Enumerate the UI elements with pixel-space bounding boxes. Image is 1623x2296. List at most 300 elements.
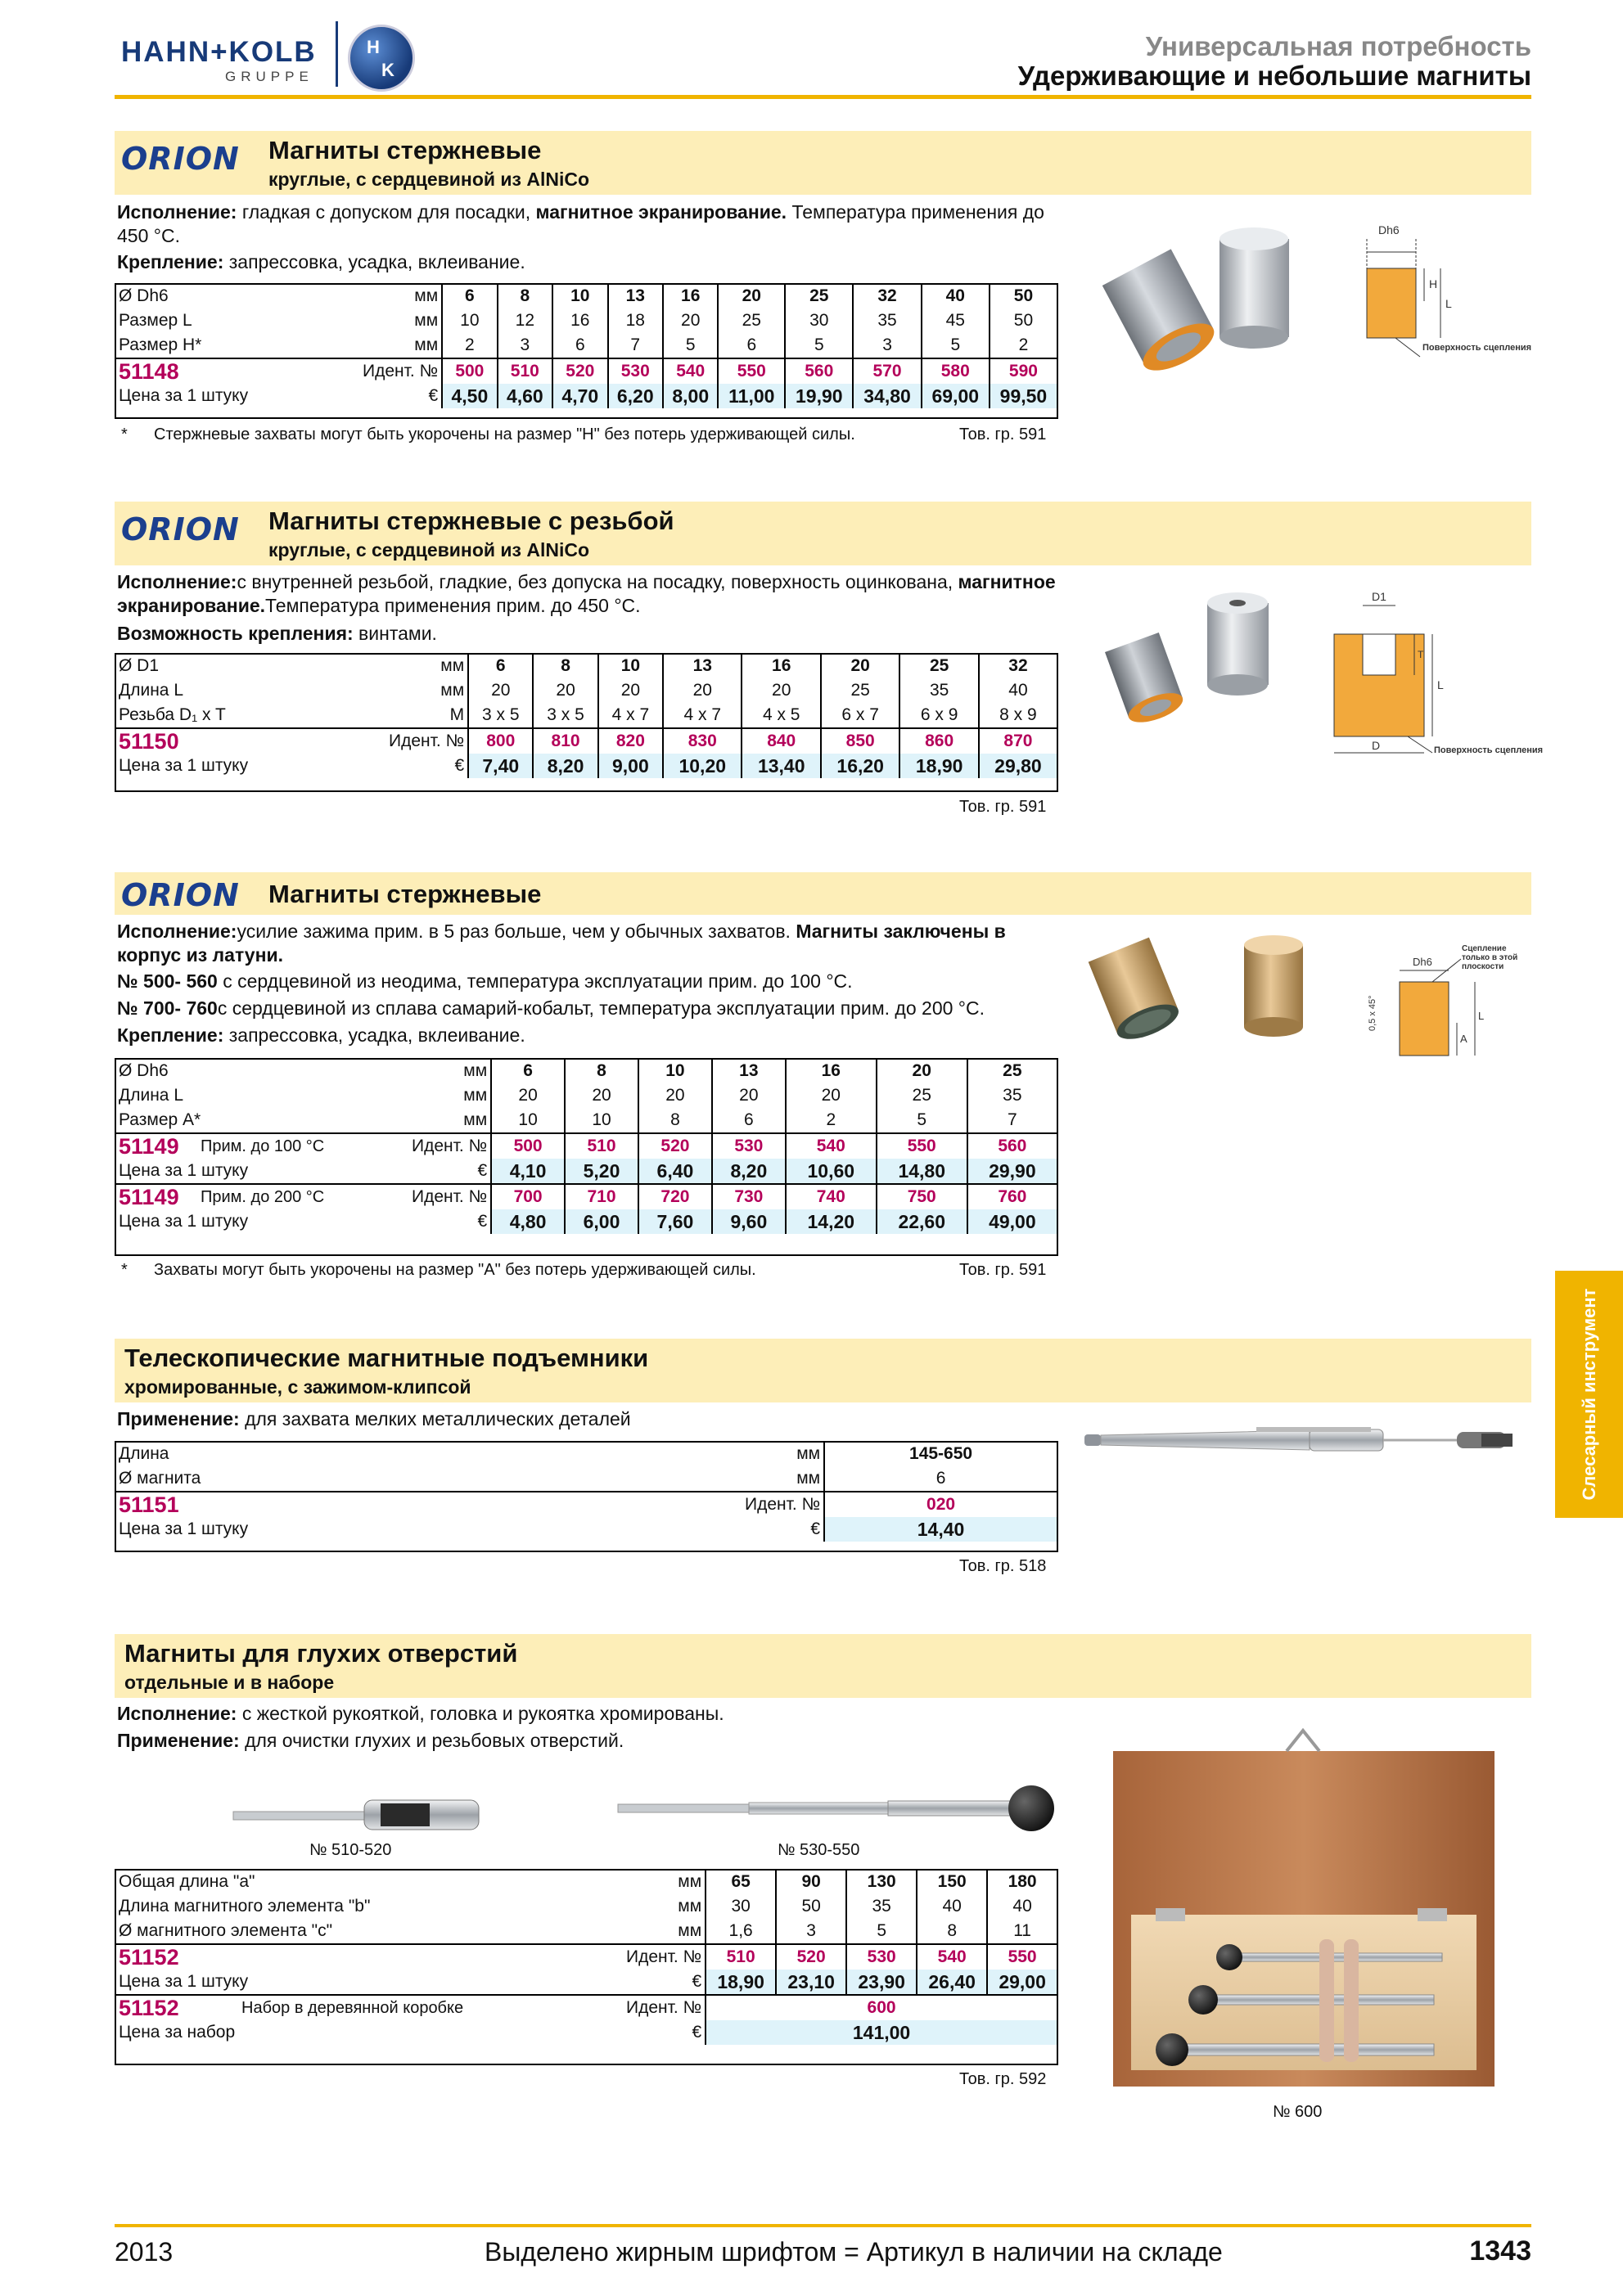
spec-value: 12 (498, 308, 552, 333)
spec-value: 20 (598, 678, 663, 703)
diagram-label-a: A (1460, 1033, 1467, 1045)
price-value: 4,50 (442, 384, 497, 408)
spec-table-body (115, 654, 1057, 778)
orion-logo: ORION (121, 141, 240, 177)
id-value: 760 (967, 1184, 1057, 1209)
table-row (115, 1870, 1057, 1894)
threaded-magnet-photo (1097, 583, 1293, 738)
application-info: Применение: для захвата мелких металлических деталей (117, 1408, 631, 1429)
page-number: 1343 (1469, 2235, 1531, 2267)
set-price-value: 141,00 (706, 2020, 1057, 2045)
section-title: Магниты стержневые с резьбой (268, 506, 674, 535)
neodymium-info: № 500- 560 с сердцевиной из неодима, температура эксплуатации прим. до 100 °C. (117, 970, 853, 992)
spec-label: Ø Dh6 (119, 286, 169, 305)
spec-unit: мм (440, 656, 465, 675)
spec-value: 3 x 5 (468, 703, 533, 728)
spec-value: 5 (846, 1919, 917, 1944)
spec-value: 20 (712, 1083, 786, 1108)
spec-value: 3 (498, 333, 552, 358)
spec-value: 30 (785, 308, 853, 333)
spec-table (115, 284, 1057, 408)
section-title: Магниты для глухих отверстий (124, 1639, 518, 1668)
table-row (115, 2020, 1057, 2045)
price-value: 29,80 (979, 754, 1057, 778)
diagram-label-d: Dh6 (1378, 223, 1400, 236)
table-row (115, 1108, 1057, 1133)
samarium-info: № 700- 760с сердцевиной из сплава самарий-кобальт, температура эксплуатации прим. до 200 °C. (117, 997, 985, 1019)
price-value: 26,40 (917, 1970, 987, 1995)
spec-value: 10 (552, 284, 607, 308)
bar-magnet-diagram (1350, 219, 1532, 375)
spec-label: Размер H* (119, 335, 202, 354)
spec-value: 2 (786, 1108, 877, 1133)
spec-value: 20 (491, 1083, 565, 1108)
spec-value: 40 (917, 1894, 987, 1919)
spec-label: Общая длина "a" (119, 1872, 255, 1891)
spec-value: 32 (979, 654, 1057, 678)
spec-unit: мм (796, 1469, 821, 1488)
price-value: 8,20 (533, 754, 597, 778)
id-value: 560 (967, 1133, 1057, 1159)
spec-value: 18 (608, 308, 663, 333)
spec-value: 25 (718, 308, 785, 333)
spec-value: 20 (821, 654, 899, 678)
threaded-magnet-diagram (1318, 589, 1544, 781)
id-value: 800 (468, 728, 533, 754)
short-magnet-tool-photo (225, 1792, 487, 1841)
bar-magnet-photo (1089, 214, 1310, 362)
spec-value: 8 (917, 1919, 987, 1944)
currency-symbol: € (477, 1161, 488, 1180)
spec-value: 11 (987, 1919, 1057, 1944)
spec-value: 65 (706, 1870, 776, 1894)
price-value: 4,70 (552, 384, 607, 408)
set-id-value: 600 (706, 1995, 1057, 2020)
spec-value: 35 (846, 1894, 917, 1919)
price-value: 8,20 (712, 1159, 786, 1184)
spec-label: Ø магнита (119, 1469, 201, 1488)
spec-value: 2 (990, 333, 1057, 358)
price-value: 8,00 (663, 384, 718, 408)
diagram-label-t: T (1418, 649, 1424, 660)
spec-value: 5 (663, 333, 718, 358)
id-value: 500 (442, 358, 497, 384)
spec-value: 6 (718, 333, 785, 358)
orion-logo: ORION (121, 877, 240, 913)
spec-value: 8 (533, 654, 597, 678)
page-title: Удерживающие и небольшие магниты (1017, 61, 1531, 91)
price-label: Цена за 1 штуку (119, 1519, 249, 1538)
logo-emblem-icon: H K (348, 25, 415, 92)
table-row (115, 1944, 1057, 1970)
price-value: 5,20 (565, 1159, 638, 1184)
table-row (115, 1159, 1057, 1184)
spec-value: 6 (442, 284, 497, 308)
spec-value: 20 (877, 1059, 967, 1083)
price-value: 69,00 (922, 384, 990, 408)
spec-value: 35 (853, 308, 921, 333)
footnote: Захваты могут быть укорочены на размер "A" без потерь удерживающей силы. (154, 1261, 756, 1279)
spec-value: 8 (565, 1059, 638, 1083)
header-rule (115, 95, 1531, 99)
diagram-chamfer: 0,5 x 45° (1368, 995, 1377, 1031)
id-value: 530 (608, 358, 663, 384)
price-label: Цена за 1 штуку (119, 1212, 249, 1231)
section-subtitle: круглые, с сердцевиной из AlNiCo (268, 169, 590, 190)
id-value: 830 (663, 728, 742, 754)
id-value: 710 (565, 1184, 638, 1209)
magnet-set-wooden-box-photo (1107, 1718, 1501, 2095)
price-value: 14,20 (786, 1209, 877, 1234)
caption-set-600: № 600 (1273, 2103, 1323, 2121)
spec-label: Длина L (119, 681, 183, 700)
spec-value: 6 x 9 (899, 703, 978, 728)
currency-symbol: € (692, 1972, 702, 1991)
id-value: 860 (899, 728, 978, 754)
ball-handle-magnet-photo (614, 1776, 1064, 1841)
id-value: 540 (663, 358, 718, 384)
spec-value: 50 (990, 308, 1057, 333)
product-group: Тов. гр. 591 (959, 1261, 1047, 1279)
spec-value: 8 (498, 284, 552, 308)
table-row (115, 1442, 1057, 1466)
spec-value: 4 x 7 (663, 703, 742, 728)
side-tab[interactable] (1555, 1271, 1623, 1518)
spec-unit: мм (414, 335, 439, 354)
price-label: Цена за 1 штуку (119, 1161, 249, 1180)
price-label: Цена за 1 штуку (119, 1972, 249, 1991)
spec-label: Размер L (119, 311, 192, 330)
spec-value: 10 (638, 1059, 712, 1083)
spec-value: 180 (987, 1870, 1057, 1894)
diagram-label-d: D (1372, 739, 1381, 752)
set-label: Набор в деревянной коробке (238, 1995, 623, 2020)
price-value: 34,80 (853, 384, 921, 408)
spec-value: 5 (877, 1108, 967, 1133)
caption-530-550: № 530-550 (778, 1841, 860, 1859)
table-row (115, 358, 1057, 384)
section-subtitle: хромированные, с зажимом-клипсой (124, 1376, 471, 1398)
price-value: 23,90 (846, 1970, 917, 1995)
diagram-label-d1: D1 (1372, 590, 1386, 603)
diagram-label-l: L (1445, 297, 1452, 310)
id-value: 810 (533, 728, 597, 754)
spec-label: Длина (119, 1444, 169, 1463)
currency-symbol: € (428, 386, 439, 405)
id-value: 850 (821, 728, 899, 754)
spec-value: 4 x 5 (742, 703, 820, 728)
spec-value: 25 (877, 1083, 967, 1108)
spec-unit: M (449, 705, 465, 724)
spec-table (115, 1442, 1057, 1542)
price-label: Цена за 1 штуку (119, 386, 249, 405)
price-value: 29,00 (987, 1970, 1057, 1995)
table-row (115, 308, 1057, 333)
spec-value: 3 (853, 333, 921, 358)
spec-value: 25 (899, 654, 978, 678)
spec-value: 20 (786, 1083, 877, 1108)
spec-table-body (115, 1059, 1057, 1234)
diagram-label-h: H (1429, 277, 1438, 290)
id-value: 530 (846, 1944, 917, 1970)
id-value: 550 (718, 358, 785, 384)
mount-info: Крепление: запрессовка, усадка, вклеивание. (117, 1024, 525, 1046)
product-group: Тов. гр. 591 (959, 425, 1047, 443)
spec-value: 16 (786, 1059, 877, 1083)
table-row (115, 384, 1057, 408)
section-subtitle: круглые, с сердцевиной из AlNiCo (268, 539, 590, 560)
product-group: Тов. гр. 518 (959, 1557, 1047, 1575)
id-value: 870 (979, 728, 1057, 754)
spec-value: 40 (987, 1894, 1057, 1919)
id-value: 750 (877, 1184, 967, 1209)
id-label: Идент. № (623, 1995, 706, 2020)
section-description: Исполнение:с внутренней резьбой, гладкие, без допуска на посадку, поверхность оцинкована, магнитное экранирование.Температура применения прим. до 450 °C. (117, 571, 1056, 616)
spec-value: 7 (608, 333, 663, 358)
id-value: 550 (987, 1944, 1057, 1970)
price-value: 23,10 (776, 1970, 846, 1995)
price-value: 6,20 (608, 384, 663, 408)
table-row (115, 1466, 1057, 1492)
id-value: 700 (491, 1184, 565, 1209)
spec-value: 3 x 5 (533, 703, 597, 728)
spec-value: 20 (565, 1083, 638, 1108)
spec-table-body (115, 1870, 1057, 2045)
spec-label: Ø D1 (119, 656, 160, 675)
spec-unit: мм (414, 286, 439, 305)
spec-value: 16 (742, 654, 820, 678)
diagram-label-l: L (1437, 678, 1444, 691)
price-value: 6,00 (565, 1209, 638, 1234)
spec-value: 2 (442, 333, 497, 358)
section-title: Магниты стержневые (268, 136, 542, 164)
id-label: Идент. № (408, 1184, 491, 1209)
spec-value: 20 (663, 678, 742, 703)
id-value: 510 (706, 1944, 776, 1970)
price-value: 7,40 (468, 754, 533, 778)
spec-unit: мм (678, 1897, 702, 1916)
table-row (115, 1083, 1057, 1108)
logo-divider (336, 21, 338, 87)
id-value: 590 (990, 358, 1057, 384)
currency-symbol: € (810, 1519, 821, 1538)
spec-value: 8 (638, 1108, 712, 1133)
spec-value: 35 (967, 1083, 1057, 1108)
currency-symbol: € (692, 2023, 702, 2042)
spec-value: 25 (785, 284, 853, 308)
spec-value: 150 (917, 1870, 987, 1894)
spec-value: 6 x 7 (821, 703, 899, 728)
table-row (115, 1492, 1057, 1517)
id-value: 720 (638, 1184, 712, 1209)
spec-value: 10 (565, 1108, 638, 1133)
orion-logo: ORION (121, 511, 240, 547)
spec-table (115, 1870, 1057, 2045)
table-row (115, 1517, 1057, 1542)
price-value: 4,10 (491, 1159, 565, 1184)
price-value: 9,00 (598, 754, 663, 778)
spec-value: 50 (776, 1894, 846, 1919)
price-value: 6,40 (638, 1159, 712, 1184)
spec-value: 20 (533, 678, 597, 703)
diagram-surface-label: Сцепление только в этой плоскости (1462, 944, 1518, 971)
id-value: 520 (552, 358, 607, 384)
id-value: 740 (786, 1184, 877, 1209)
section-description: Исполнение:усилие зажима прим. в 5 раз больше, чем у обычных захватов. Магниты заключены в корпус из латуни. (117, 921, 1006, 966)
page-category: Универсальная потребность (1145, 31, 1531, 61)
mount-info: Возможность крепления: винтами. (117, 623, 437, 644)
spec-value: 25 (821, 678, 899, 703)
spec-value: 6 (468, 654, 533, 678)
section-subtitle: отдельные и в наборе (124, 1672, 335, 1693)
spec-value: 13 (712, 1059, 786, 1083)
application-info: Применение: для очистки глухих и резьбовых отверстий. (117, 1730, 624, 1751)
table-row (115, 1059, 1057, 1083)
table-row (115, 1894, 1057, 1919)
spec-unit: мм (463, 1110, 488, 1129)
id-value: 550 (877, 1133, 967, 1159)
price-value: 14,40 (824, 1517, 1057, 1542)
article-number: 51151 (115, 1492, 251, 1517)
footer-legend: Выделено жирным шрифтом = Артикул в наличии на складе (485, 2237, 1223, 2267)
caption-510-520: № 510-520 (309, 1841, 392, 1859)
brass-magnet-photo (1072, 925, 1318, 1047)
id-value: 580 (922, 358, 990, 384)
spec-value: 7 (967, 1108, 1057, 1133)
table-row (115, 728, 1057, 754)
id-value: 510 (498, 358, 552, 384)
article-number: 51150 (115, 728, 385, 754)
spec-value: 50 (990, 284, 1057, 308)
spec-value: 40 (979, 678, 1057, 703)
price-value: 29,90 (967, 1159, 1057, 1184)
section-description: Исполнение: с жесткой рукояткой, головка и рукоятка хромированы. (117, 1703, 724, 1724)
temperature-label: Прим. до 200 °C (197, 1184, 408, 1209)
article-number: 51152 (115, 1944, 623, 1970)
price-value: 4,60 (498, 384, 552, 408)
spec-value: 13 (663, 654, 742, 678)
spec-value: 90 (776, 1870, 846, 1894)
spec-value: 6 (552, 333, 607, 358)
spec-value: 25 (967, 1059, 1057, 1083)
spec-value: 10 (491, 1108, 565, 1133)
article-number: 51152 (115, 1995, 238, 2020)
footnote-mark: * (121, 1261, 128, 1279)
article-number: 51149 (115, 1133, 197, 1159)
price-value: 14,80 (877, 1159, 967, 1184)
spec-value: 35 (899, 678, 978, 703)
diagram-label-d: Dh6 (1413, 956, 1432, 968)
id-value: 730 (712, 1184, 786, 1209)
spec-unit: мм (463, 1061, 488, 1080)
diagram-surface-label: Поверхность сцепления (1422, 343, 1532, 353)
spec-value: 30 (706, 1894, 776, 1919)
table-row (115, 1919, 1057, 1944)
id-value: 820 (598, 728, 663, 754)
price-value: 49,00 (967, 1209, 1057, 1234)
id-value: 500 (491, 1133, 565, 1159)
id-label: Идент. № (408, 1133, 491, 1159)
brass-magnet-diagram (1350, 941, 1522, 1072)
spec-unit: мм (678, 1921, 702, 1940)
footer-year: 2013 (115, 2237, 174, 2267)
price-value: 10,60 (786, 1159, 877, 1184)
spec-label: Резьба D₁ x T (119, 705, 226, 724)
table-row (115, 284, 1057, 308)
currency-symbol: € (477, 1212, 488, 1231)
price-value: 99,50 (990, 384, 1057, 408)
spec-value: 1,6 (706, 1919, 776, 1944)
spec-value: 10 (442, 308, 497, 333)
brand-logo: HAHN+KOLB (121, 36, 317, 68)
table-row (115, 1995, 1057, 2020)
table-row (115, 1970, 1057, 1995)
table-row (115, 703, 1057, 728)
spec-value: 20 (468, 678, 533, 703)
price-value: 9,60 (712, 1209, 786, 1234)
spec-value: 145-650 (824, 1442, 1057, 1466)
side-tab-label: Слесарный инструмент (1578, 1288, 1599, 1501)
spec-value: 20 (718, 284, 785, 308)
price-value: 7,60 (638, 1209, 712, 1234)
section-title: Магниты стержневые (268, 880, 542, 908)
spec-value: 40 (922, 284, 990, 308)
telescopic-pickup-photo (1080, 1407, 1522, 1473)
spec-value: 45 (922, 308, 990, 333)
product-group: Тов. гр. 592 (959, 2070, 1047, 2088)
price-value: 19,90 (785, 384, 853, 408)
price-value: 18,90 (706, 1970, 776, 1995)
section-description: Исполнение: гладкая с допуском для посадки, магнитное экранирование. Температура применения до 450 °C. (117, 201, 1044, 246)
spec-value: 16 (552, 308, 607, 333)
spec-table (115, 654, 1057, 778)
mount-info: Крепление: запрессовка, усадка, вклеивание. (117, 251, 525, 272)
article-number: 51149 (115, 1184, 197, 1209)
spec-value: 13 (608, 284, 663, 308)
footnote: Стержневые захваты могут быть укорочены на размер "H" без потерь удерживающей силы. (154, 425, 855, 443)
article-number: 51148 (115, 358, 359, 384)
price-value: 10,20 (663, 754, 742, 778)
temperature-label: Прим. до 100 °C (197, 1133, 408, 1159)
spec-value: 3 (776, 1919, 846, 1944)
currency-symbol: € (454, 756, 465, 775)
spec-table (115, 1059, 1057, 1234)
spec-value: 5 (922, 333, 990, 358)
spec-unit: мм (796, 1444, 821, 1463)
spec-value: 6 (824, 1466, 1057, 1492)
id-value: 570 (853, 358, 921, 384)
price-value: 18,90 (899, 754, 978, 778)
spec-value: 10 (598, 654, 663, 678)
spec-value: 20 (742, 678, 820, 703)
footer-rule (115, 2224, 1531, 2227)
id-value: 540 (917, 1944, 987, 1970)
id-value: 540 (786, 1133, 877, 1159)
id-label: Идент. № (623, 1944, 706, 1970)
id-value: 560 (785, 358, 853, 384)
spec-label: Размер A* (119, 1110, 201, 1129)
price-value: 4,80 (491, 1209, 565, 1234)
id-value: 520 (776, 1944, 846, 1970)
spec-unit: мм (463, 1086, 488, 1105)
spec-value: 20 (663, 308, 718, 333)
price-value: 22,60 (877, 1209, 967, 1234)
table-row (115, 1184, 1057, 1209)
spec-value: 16 (663, 284, 718, 308)
brand-sub: GRUPPE (225, 69, 313, 84)
spec-unit: мм (414, 311, 439, 330)
set-price-label: Цена за набор (119, 2023, 236, 2042)
